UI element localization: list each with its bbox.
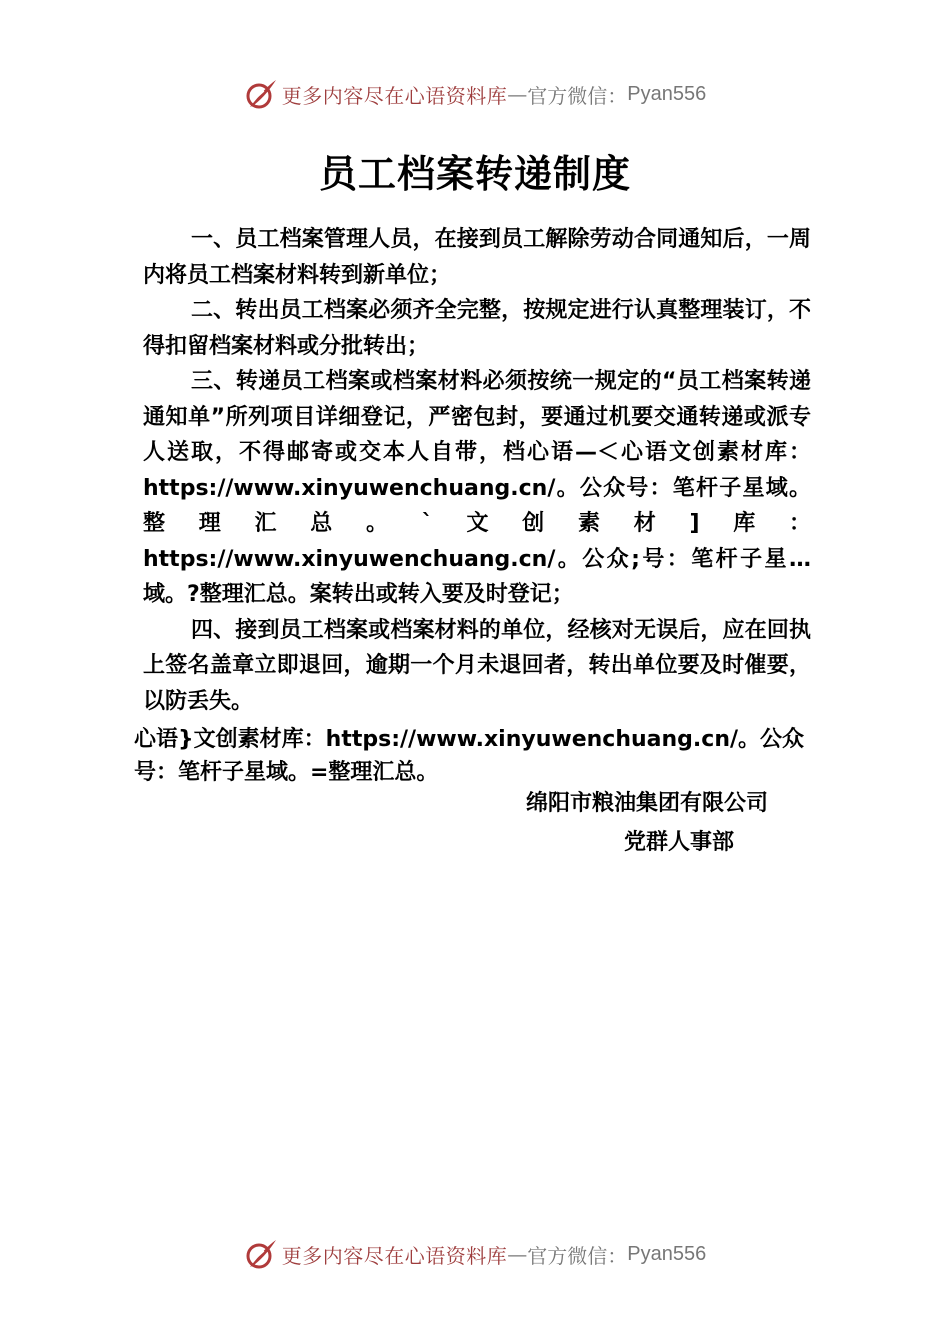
paragraph-1: 一、员工档案管理人员，在接到员工解除劳动合同通知后，一周内将员工档案材料转到新单位； [143, 227, 811, 288]
document-body [143, 222, 811, 719]
footer-watermark [0, 1234, 950, 1274]
watermark-label: 官方微信： [527, 1243, 628, 1268]
paragraph-3: 三、转递员工档案或档案材料必须按统一规定的“员工档案转递通知单”所列项目详细登记，严密包封，要通过机要交通转递或派专人送取，不得邮寄或交本人自带，档心语—＜心语文创素材库：https://www.xinyuwenchuang.cn/。公众号：笔杆子星域。整理汇总。`文创素材]库：https://www.xinyuwenchuang.cn/。公众;号：笔杆子星…域。?整理汇总。案转出或转入要及时登记； [143, 369, 811, 607]
signature-company: 绵阳市粮油集团有限公司 [526, 791, 769, 816]
document-title: 员工档案转递制度 [318, 152, 631, 196]
quill-logo-icon [244, 1237, 278, 1271]
quill-logo-icon [244, 77, 278, 111]
watermark-separator: — [507, 82, 528, 106]
signature-department: 党群人事部 [624, 830, 735, 855]
paragraph-2: 二、转出员工档案必须齐全完整，按规定进行认真整理装订，不得扣留档案材料或分批转出； [143, 298, 811, 359]
watermark-wechat-id: Pyan556 [627, 82, 707, 105]
watermark-label: 官方微信： [527, 83, 628, 108]
watermark-text: 更多内容尽在心语资料库 [281, 83, 508, 108]
header-watermark [0, 74, 950, 114]
paragraph-4: 四、接到员工档案或档案材料的单位，经核对无误后，应在回执上签名盖章立即退回，逾期一个月未退回者，转出单位要及时催要，以防丢失。 [143, 617, 811, 714]
watermark-wechat-id: Pyan556 [627, 1242, 707, 1265]
watermark-text: 更多内容尽在心语资料库 [281, 1243, 508, 1268]
source-note: 心语}文创素材库：https://www.xinyuwenchuang.cn/。公众号：笔杆子星域。=整理汇总。 [134, 727, 805, 785]
watermark-separator: — [507, 1242, 528, 1266]
